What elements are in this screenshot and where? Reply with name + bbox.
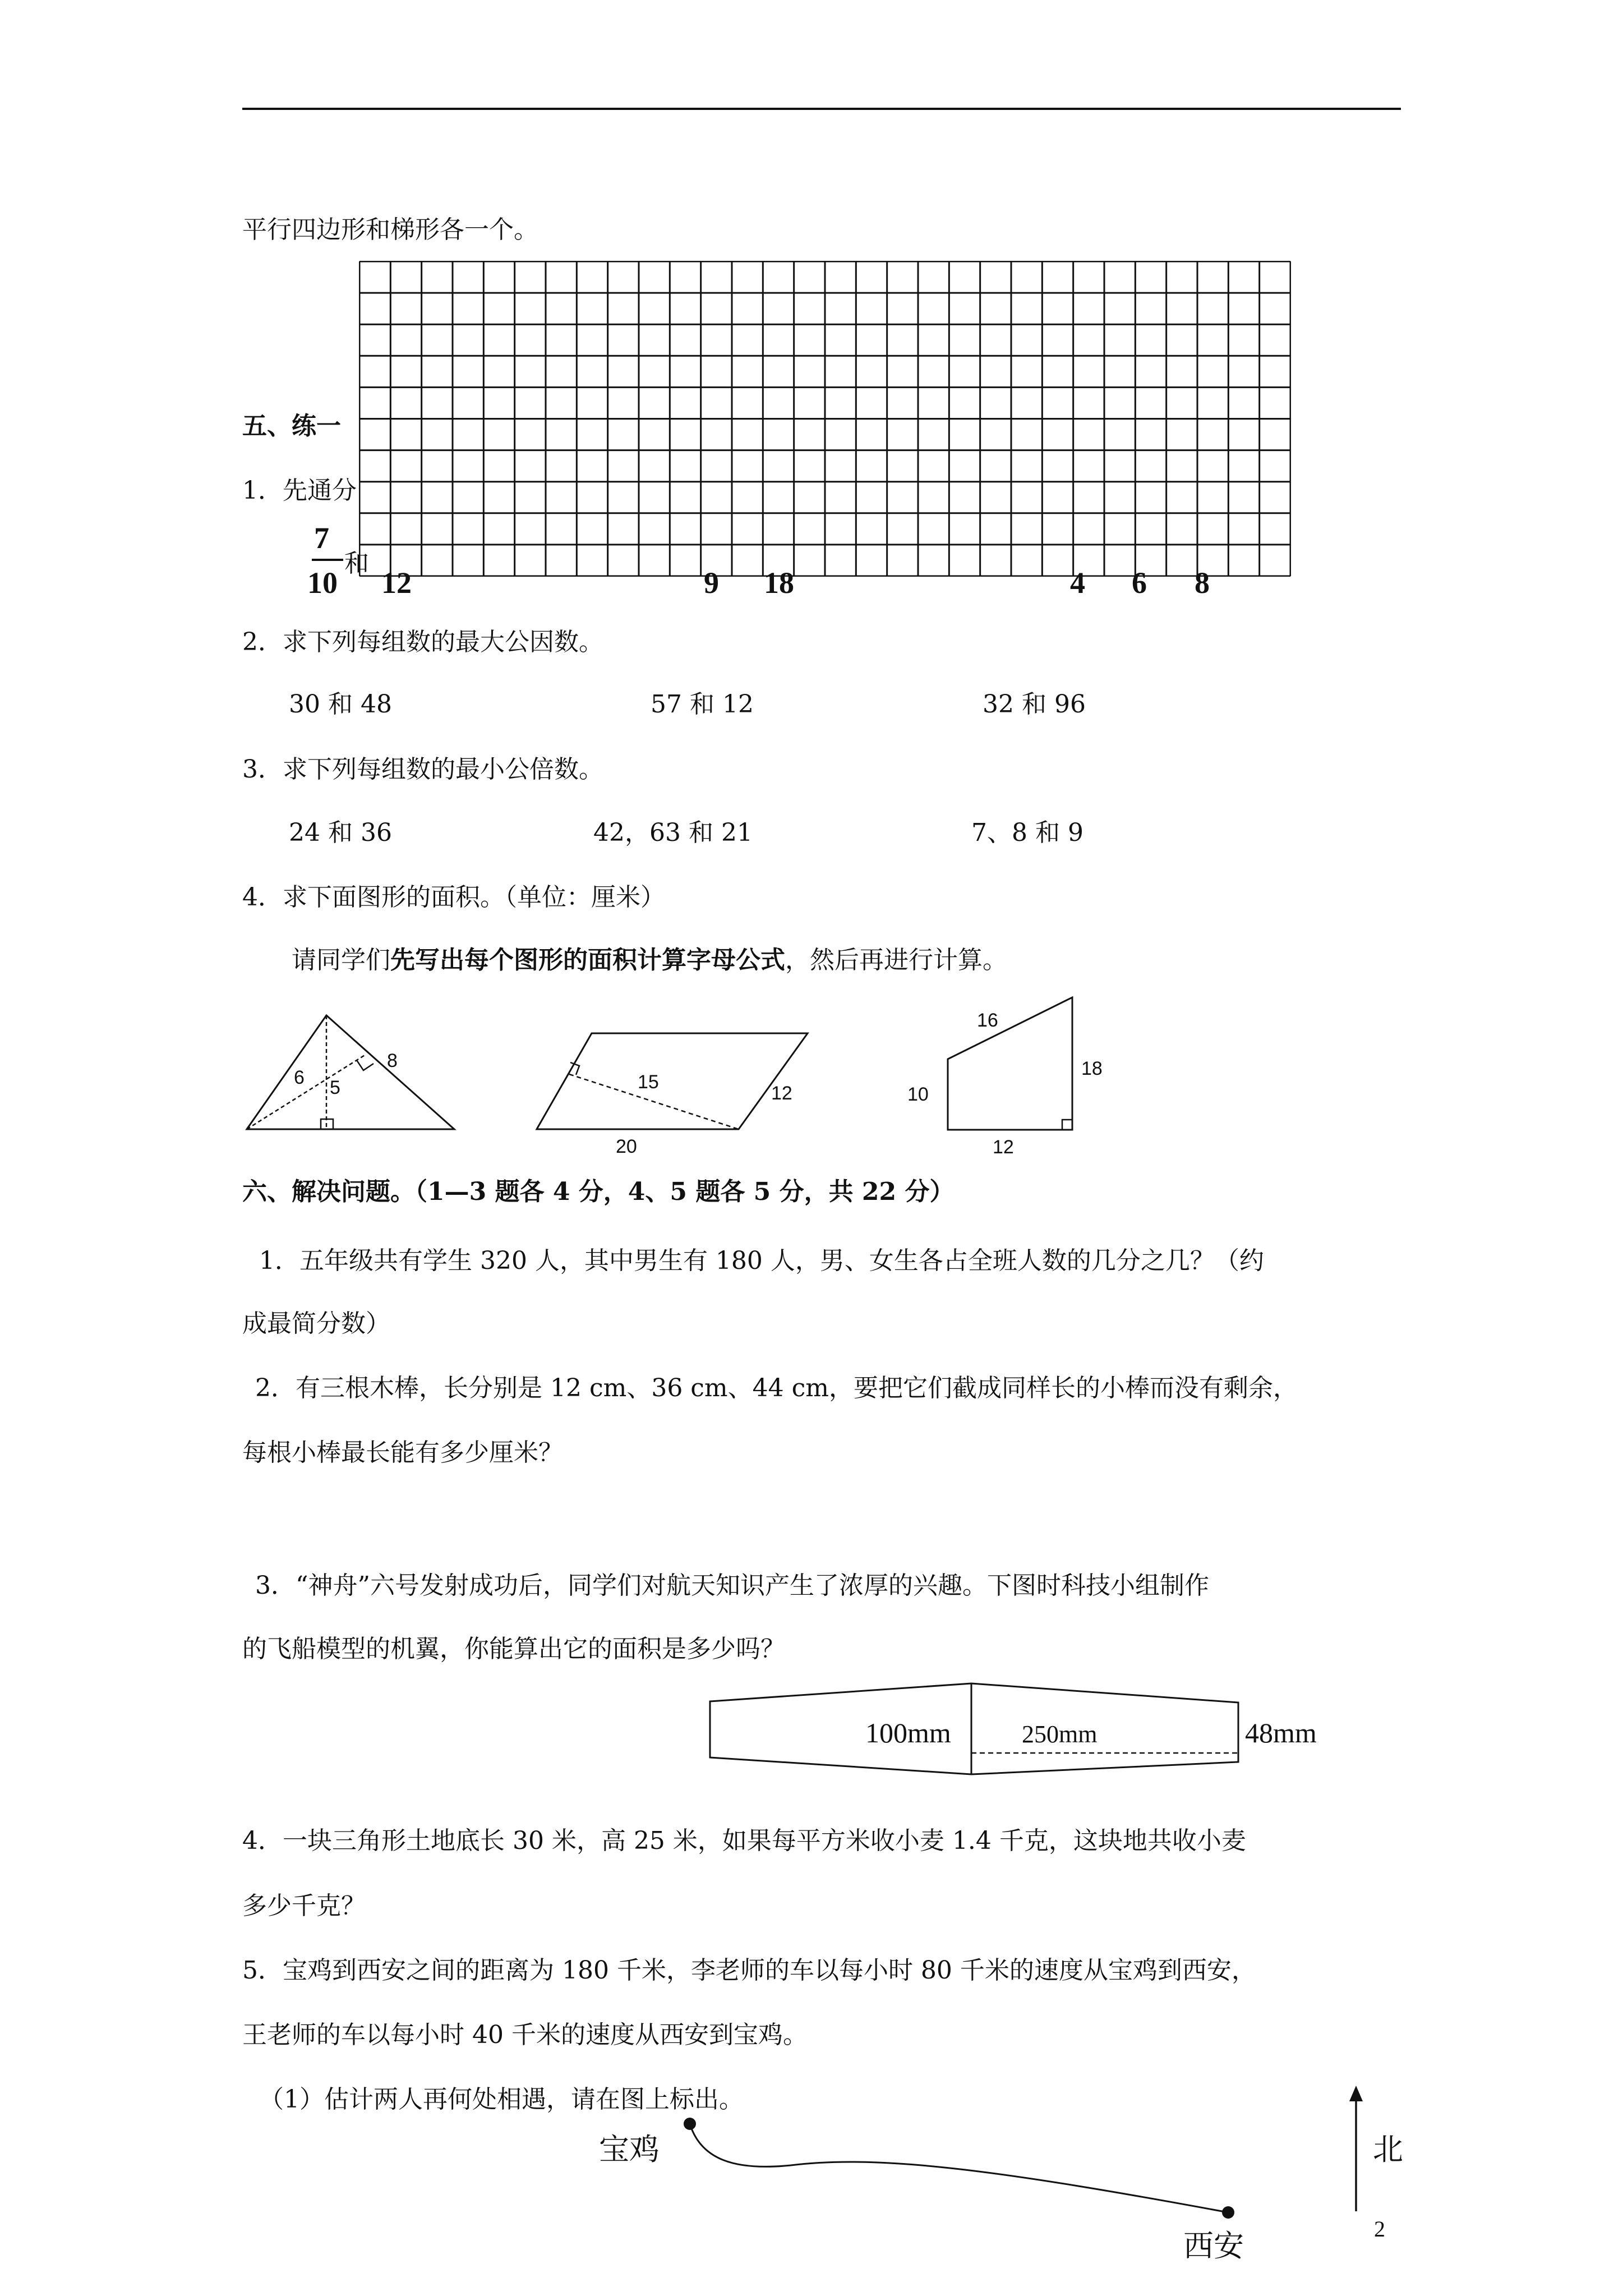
q4-note: [292, 944, 1007, 977]
p5-line1: 5．宝鸡到西安之间的距离为 180 千米，李老师的车以每小时 80 千米的速度从宝鸡到西安，: [242, 1956, 1256, 1985]
number-6: 6: [1132, 566, 1147, 600]
p3-line1: 3．“神舟”六号发射成功后，同学们对航天知识产生了浓厚的兴趣。下图时科技小组制作: [255, 1571, 1209, 1600]
number-8: 8: [1195, 566, 1210, 600]
parallelogram-label-12: 12: [771, 1083, 792, 1104]
q2-item-2: 57 和 12: [651, 690, 754, 719]
wing-label-250mm: 250mm: [1022, 1720, 1098, 1748]
trapezoid-figure: [903, 993, 1138, 1156]
q2-item-1: 30 和 48: [289, 690, 392, 719]
route-line: [690, 2124, 1228, 2212]
fraction-numerator: 7: [314, 521, 329, 555]
trapezoid-label-10: 10: [907, 1084, 929, 1105]
number-4: 4: [1070, 566, 1085, 600]
fraction-denominator: 10: [307, 566, 338, 600]
triangle-label-5: 5: [330, 1077, 340, 1098]
trapezoid-label-18: 18: [1081, 1058, 1103, 1079]
parallelogram-figure: [530, 1027, 822, 1139]
q2-text: 2．求下列每组数的最大公因数。: [242, 628, 603, 656]
p1-line2: 成最简分数）: [242, 1309, 390, 1338]
p4-line2: 多少千克？: [242, 1892, 366, 1920]
q3-item-2: 42，63 和 21: [593, 818, 753, 847]
q3-item-3: 7、8 和 9: [971, 818, 1083, 847]
p5-line2: 王老师的车以每小时 40 千米的速度从西安到宝鸡。: [242, 2021, 808, 2049]
route-map: [589, 2076, 1430, 2266]
q4-note-post: ，然后再进行计算。: [785, 946, 1007, 974]
parallelogram-label-15: 15: [638, 1071, 659, 1093]
p3-line2: 的飞船模型的机翼，你能算出它的面积是多少吗？: [242, 1635, 785, 1663]
fraction-bar: [312, 559, 343, 561]
p2-line2: 每根小棒最长能有多少厘米？: [242, 1438, 563, 1467]
header-rule: [242, 108, 1401, 110]
north-label: 北: [1373, 2132, 1403, 2167]
intro-tail-text: 平行四边形和梯形各一个。: [242, 215, 538, 244]
section6-title: 六、解决问题。（1—3 题各 4 分，4、5 题各 5 分，共 22 分）: [242, 1177, 955, 1206]
fraction-tail: 和: [344, 549, 369, 578]
map-label-baoji: 宝鸡: [599, 2132, 660, 2167]
trapezoid-label-12: 12: [993, 1137, 1014, 1156]
number-12: 12: [381, 566, 412, 600]
wing-label-48mm: 48mm: [1245, 1717, 1317, 1749]
q3-text: 3．求下列每组数的最小公倍数。: [242, 755, 603, 784]
wing-label-100mm: 100mm: [865, 1717, 951, 1749]
route-start-dot: [684, 2118, 696, 2130]
north-arrow-head: [1349, 2086, 1363, 2101]
q2-item-3: 32 和 96: [983, 690, 1086, 719]
route-end-dot: [1222, 2206, 1234, 2219]
q3-item-1: 24 和 36: [289, 818, 392, 847]
section5-title: 五、练一: [242, 412, 341, 440]
number-18: 18: [764, 566, 794, 600]
square-grid: [359, 261, 1291, 577]
q4-note-bold: 先写出每个图形的面积计算字母公式: [390, 946, 785, 974]
trapezoid-label-16: 16: [977, 1010, 998, 1031]
p1-line1: 1．五年级共有学生 320 人，其中男生有 180 人，男、女生各占全班人数的几分之几？（约: [259, 1246, 1264, 1275]
triangle-figure: [242, 1010, 467, 1139]
p4-line1: 4．一块三角形土地底长 30 米，高 25 米，如果每平方米收小麦 1.4 千克，这块地共收小麦: [242, 1826, 1246, 1855]
parallelogram-label-20: 20: [616, 1136, 637, 1157]
section5-q1: 1．先通分: [242, 476, 357, 505]
q4-text: 4．求下面图形的面积。（单位：厘米）: [242, 883, 665, 912]
q4-note-pre: 请同学们: [292, 946, 390, 974]
map-label-xian: 西安: [1183, 2228, 1244, 2263]
triangle-label-6: 6: [294, 1067, 305, 1088]
triangle-label-8: 8: [387, 1050, 398, 1071]
number-9: 9: [704, 566, 719, 600]
p5-sub: （1）估计两人再何处相遇，请在图上标出。: [259, 2085, 744, 2114]
page-number: 2: [1374, 2216, 1385, 2242]
p2-line1: 2．有三根木棒，长分别是 12 cm、36 cm、44 cm，要把它们截成同样长的小棒而没有剩余，: [255, 1374, 1298, 1402]
wing-figure: [707, 1680, 1329, 1781]
